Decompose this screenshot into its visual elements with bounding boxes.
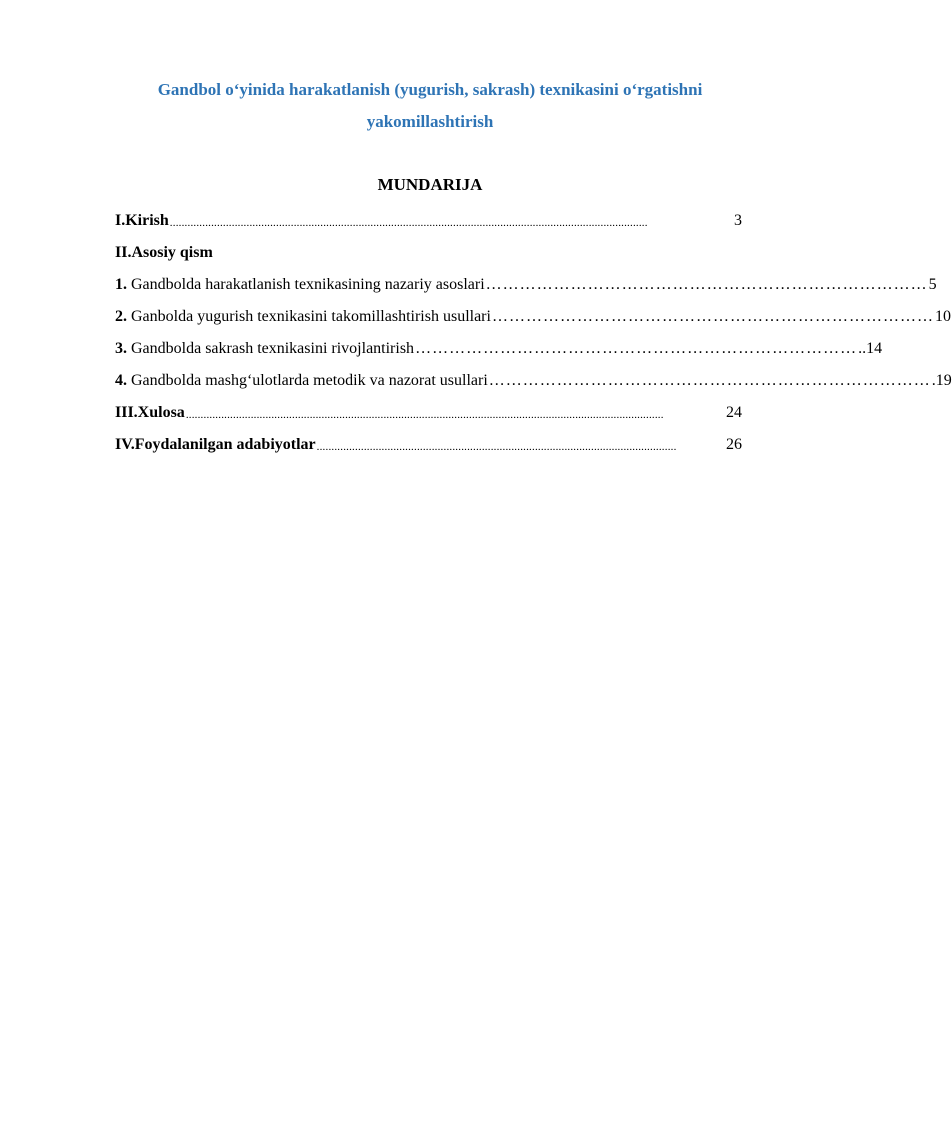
- toc-leader: ..........................................................................................................................: [316, 440, 677, 453]
- toc-entry-title: II.Asosiy qism: [115, 244, 213, 261]
- toc-leader: ..................................................................................................................................................................: [185, 408, 664, 421]
- toc-leader: ……………………………………………………………………: [491, 308, 934, 325]
- toc-entry-kirish[interactable]: [115, 205, 742, 237]
- document-title: Gandbol o‘yinida harakatlanish (yugurish, sakrash) texnikasini o‘rgatishni yakomillashtirish: [157, 80, 703, 131]
- toc-entry-page: ..14: [858, 340, 883, 357]
- toc-entry-number: 3.: [115, 340, 127, 357]
- toc-entry-4[interactable]: [115, 365, 952, 397]
- toc-entry-page: 26: [726, 436, 742, 453]
- toc-entry-page: 24: [726, 404, 742, 421]
- toc-entry-title: I.Kirish: [115, 212, 169, 229]
- toc-entry-page: 5: [928, 276, 937, 293]
- toc-heading: MUNDARIJA: [377, 175, 483, 194]
- toc-entry-adabiyotlar[interactable]: [115, 429, 742, 461]
- toc-entry-page: 3: [734, 212, 742, 229]
- toc-entry-number: 4.: [115, 372, 127, 389]
- toc-leader: ……………………………………………………………………: [415, 340, 858, 357]
- toc-entry-title: III.Xulosa: [115, 404, 185, 421]
- toc-entry-3[interactable]: [115, 333, 883, 365]
- toc-entry-asosiy-qism[interactable]: [115, 237, 742, 269]
- table-of-contents: [115, 205, 952, 461]
- toc-entry-title: Gandbolda sakrash texnikasini rivojlantirish: [131, 340, 415, 357]
- toc-entry-xulosa[interactable]: [115, 397, 742, 429]
- toc-entry-title: Gandbolda mashg‘ulotlarda metodik va nazorat usullari: [131, 372, 488, 389]
- toc-leader: ……………………………………………………………………: [485, 276, 928, 293]
- toc-entry-page: .19: [931, 372, 952, 389]
- toc-leader: ..................................................................................................................................................................: [169, 216, 648, 229]
- toc-entry-page: 10: [934, 308, 951, 325]
- toc-entry-2[interactable]: [115, 301, 951, 333]
- toc-entry-title: Ganbolda yugurish texnikasini takomillashtirish usullari: [131, 308, 491, 325]
- toc-entry-title: IV.Foydalanilgan adabiyotlar: [115, 436, 316, 453]
- toc-entry-1[interactable]: [115, 269, 937, 301]
- toc-entry-title: Gandbolda harakatlanish texnikasining nazariy asoslari: [131, 276, 485, 293]
- toc-leader: ……………………………………………………………………: [488, 372, 931, 389]
- toc-entry-number: 1.: [115, 276, 127, 293]
- toc-entry-number: 2.: [115, 308, 127, 325]
